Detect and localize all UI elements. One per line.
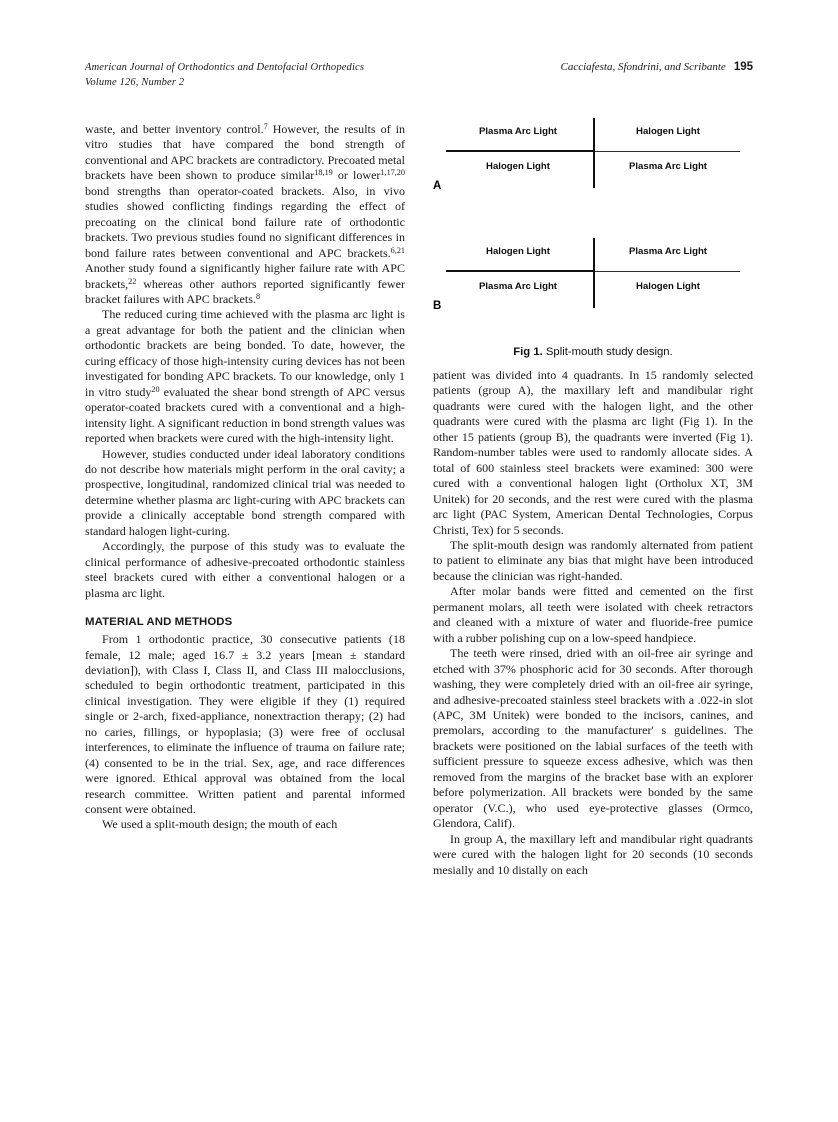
- panel-label-b: B: [433, 300, 442, 312]
- left-column-body-top: [85, 122, 405, 601]
- quadrant-b-upper-left: Plasma Arc Light: [628, 246, 707, 257]
- quadrant-a-lower-right: Halogen Light: [486, 161, 550, 172]
- citation-superscript: 7: [263, 122, 268, 132]
- running-head-right: [561, 60, 753, 75]
- quadrant-b-lower-right: Plasma Arc Light: [478, 281, 557, 292]
- vertical-divider: [593, 238, 595, 308]
- figure-1-panel-a: [433, 118, 753, 223]
- page-number: 195: [733, 61, 753, 73]
- right-column-body: [433, 368, 753, 878]
- quadrant-a-lower-left: Plasma Arc Light: [628, 161, 707, 172]
- running-head-left: [85, 60, 364, 90]
- citation-superscript: 6,21: [390, 245, 405, 255]
- right-column: [433, 368, 753, 878]
- body-paragraph: However, studies conducted under ideal laboratory conditions do not describe how materials might perform in the oral cavity; a prospective, longitudinal, randomized clinical trial was needed to determine whether plasma arc light-curing with APC brackets can provide a clinically acceptable bond strength compared with standard halogen light-curing.: [85, 446, 405, 538]
- section-heading-material-and-methods: MATERIAL AND METHODS: [85, 616, 233, 629]
- citation-superscript: 8: [255, 292, 261, 302]
- journal-title: American Journal of Orthodontics and Dentofacial Orthopedics: [85, 62, 365, 73]
- horizontal-divider-emphasis: [446, 270, 594, 272]
- author-names: Cacciafesta, Sfondrini, and Scribante: [560, 61, 726, 73]
- body-paragraph: The reduced curing time achieved with the plasma arc light is a great advantage for both the patient and the clinician when orthodontic brackets are being bonded. To date, however, the curing efficacy of those high-intensity curing devices has not been investigated for bonding APC brackets. To our knowledge, only 1 in vitro study$^{20}$ evaluated the shear bond strength of APC versus operator-coated brackets cured with a conventional and a high-intensity light. A significant reduction in bond strength values was reported when brackets were cured with the high-intensity light.: [85, 307, 405, 446]
- volume-issue: Volume 126, Number 2: [85, 77, 185, 88]
- running-head: [85, 60, 753, 94]
- quadrant-diagram-b: [446, 238, 740, 310]
- citation-superscript: 1,17,20: [380, 168, 405, 178]
- quadrant-a-upper-right: Plasma Arc Light: [478, 126, 557, 137]
- body-paragraph: After molar bands were fitted and cemented on the first permanent molars, all teeth were isolated with cheek retractors and cleaned with a mixture of water and fluoride-free pumice with a rubber polishing cup on a low-speed handpiece.: [433, 584, 753, 645]
- body-paragraph: The split-mouth design was randomly alternated from patient to patient to eliminate any bias that might have been introduced because the clinician was right-handed.: [433, 537, 753, 583]
- quadrant-a-upper-left: Halogen Light: [636, 126, 700, 137]
- quadrant-b-lower-left: Halogen Light: [636, 281, 700, 292]
- body-paragraph: patient was divided into 4 quadrants. In 15 randomly selected patients (group A), the maxillary left and mandibular right quadrants were cured with the halogen light, and the other quadrants were cured with the plasma arc light (Fig 1). In the other 15 patients (group B), the quadrants were inverted (Fig 1). Random-number tables were used to randomly allocate sides. A total of 600 stainless steel brackets were examined: 300 were cured with a conventional halogen light (Ortholux XT, 3M Unitek) for 20 seconds, and the rest were cured with the plasma arc light (PAC System, American Dental Technologies, Corpus Christi, Tex) for 5 seconds.: [433, 368, 753, 537]
- body-paragraph: waste, and better inventory control.$^7$ However, the results of in vitro studies that have compared the bond strength of conventional and APC brackets are contradictory. Precoated metal brackets have been shown to produce similar$^{18,19}$ or lower$^{1,17,20}$ bond strengths than operator-coated brackets. Also, in vivo studies showed conflicting findings regarding the effect of precoating on the clinical bond failure rate of orthodontic brackets. Two previous studies found no significant differences in bond failure rates between conventional and APC brackets.$^{6,21}$ Another study found a significantly higher failure rate with APC brackets,$^{22}$ whereas other authors reported significantly fewer bracket failures with APC brackets.$^8$: [85, 122, 406, 306]
- figure-caption-text: Split-mouth study design.: [542, 346, 673, 358]
- vertical-divider: [593, 118, 595, 188]
- body-paragraph: The teeth were rinsed, dried with an oil-free air syringe and etched with 37% phosphoric acid for 30 seconds. After thorough washing, they were completely dried with an oil-free air syringe, and adhesive-precoated stainless steel brackets with a .022-in slot (APC, 3M Unitek) were bonded to the incisors, canines, and premolars, according to the manufacturer' s guidelines. The brackets were positioned on the labial surfaces of the teeth with sufficient pressure to squeeze excess adhesive, which was then removed from the margins of the bracket base with an explorer before polymerization. All brackets were bonded by the same operator (V.C.), who used eye-protective glasses (Ormco, Glendora, Calif).: [433, 646, 753, 831]
- body-paragraph: From 1 orthodontic practice, 30 consecutive patients (18 female, 12 male; aged 16.7 ± 3.2 years [mean ± standard deviation]), with Class I, Class II, and Class III malocclusions, scheduled to begin orthodontic treatment, participated in this clinical investigation. They were eligible if they (1) required single or 2-arch, fixed-appliance, nonextraction therapy; (2) had no caries, fillings, or hypoplasia; (3) were free of occlusal interferences, to eliminate the influence of trauma on failure rate; (4) consented to be in the trial. Sex, age, and race differences were ignored. Ethical approval was obtained from the local research committee. Written patient and parental informed consent were obtained.: [85, 632, 405, 817]
- citation-superscript: 22: [128, 276, 137, 286]
- citation-superscript: 18,19: [314, 168, 333, 178]
- body-paragraph: Accordingly, the purpose of this study was to evaluate the clinical performance of adhesive-precoated orthodontic stainless steel brackets cured with either a conventional halogen or a plasma arc light.: [85, 539, 405, 600]
- panel-label-a: A: [433, 180, 442, 192]
- body-paragraph: In group A, the maxillary left and mandibular right quadrants were cured with the halogen light for 20 seconds (10 seconds mesially and 10 distally on each: [433, 831, 753, 877]
- figure-1-panel-b: [433, 238, 753, 343]
- figure-1-caption: [433, 346, 753, 358]
- left-column: [85, 122, 405, 833]
- figure-caption-label: Fig 1.: [513, 346, 543, 358]
- quadrant-diagram-a: [446, 118, 740, 190]
- left-column-body-bottom: [85, 632, 405, 833]
- quadrant-b-upper-right: Halogen Light: [486, 246, 550, 257]
- body-paragraph: We used a split-mouth design; the mouth of each: [102, 817, 338, 832]
- citation-superscript: 20: [151, 384, 160, 394]
- horizontal-divider-emphasis: [446, 150, 594, 152]
